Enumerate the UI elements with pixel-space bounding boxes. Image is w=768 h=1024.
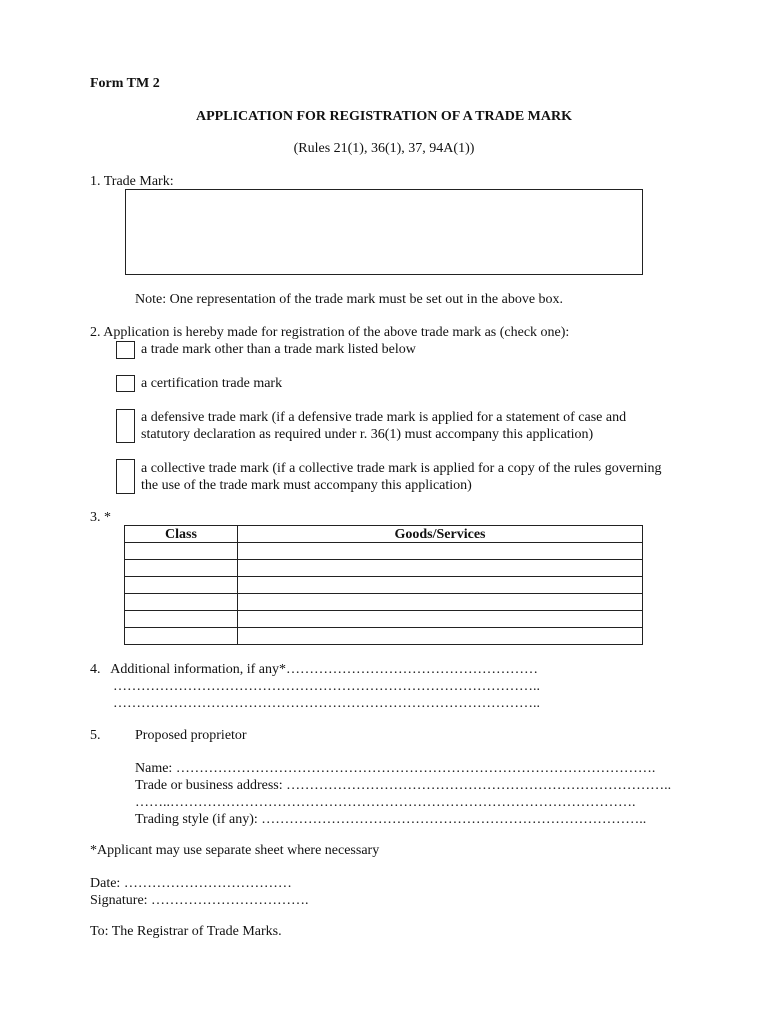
section-5-number: 5. (90, 728, 101, 743)
business-address-line-2[interactable]: ……..………………………………………………………………………………………. (135, 795, 636, 810)
section-5-heading: Proposed proprietor (135, 728, 247, 743)
option-certification-trade-mark: a certification trade mark (141, 376, 283, 391)
table-row (125, 543, 643, 560)
checkbox-certification-trade-mark[interactable] (116, 375, 135, 392)
option-collective-trade-mark-line2: the use of the trade mark must accompany this application) (141, 478, 472, 493)
goods-services-cell[interactable] (238, 611, 643, 628)
goods-services-cell[interactable] (238, 628, 643, 645)
additional-information-line-3[interactable]: ……………………………………………………………………………….. (113, 696, 540, 711)
additional-information-field[interactable]: 4. Additional information, if any*……………………………………………… (90, 662, 538, 677)
business-address-field[interactable]: Trade or business address: ……………………………………………………………………….. (135, 778, 672, 793)
goods-services-cell[interactable] (238, 560, 643, 577)
trade-mark-box[interactable] (125, 189, 643, 275)
checkbox-standard-trade-mark[interactable] (116, 341, 135, 359)
section-1-label: 1. Trade Mark: (90, 174, 174, 189)
class-cell[interactable] (125, 543, 238, 560)
rules-reference: (Rules 21(1), 36(1), 37, 94A(1)) (293, 141, 475, 156)
signature-field[interactable]: Signature: ……………………………. (90, 893, 309, 908)
class-cell[interactable] (125, 577, 238, 594)
trade-mark-note: Note: One representation of the trade mark must be set out in the above box. (135, 292, 564, 307)
class-goods-table (124, 525, 643, 645)
page-title: APPLICATION FOR REGISTRATION OF A TRADE MARK (196, 109, 572, 124)
option-defensive-trade-mark-line2: statutory declaration as required under r. 36(1) must accompany this application) (141, 427, 594, 442)
class-cell[interactable] (125, 560, 238, 577)
checkbox-defensive-trade-mark[interactable] (116, 409, 135, 443)
table-row (125, 560, 643, 577)
goods-services-cell[interactable] (238, 594, 643, 611)
class-cell[interactable] (125, 594, 238, 611)
trading-style-field[interactable]: Trading style (if any): ……………………………………………………………………….. (135, 812, 647, 827)
footnote: *Applicant may use separate sheet where necessary (90, 843, 380, 858)
goods-services-cell[interactable] (238, 543, 643, 560)
goods-services-cell[interactable] (238, 577, 643, 594)
table-row (125, 611, 643, 628)
column-header-goods-services: Goods/Services (238, 526, 643, 543)
additional-information-line-2[interactable]: ……………………………………………………………………………….. (113, 679, 540, 694)
table-row (125, 594, 643, 611)
date-field[interactable]: Date: ……………………………… (90, 876, 292, 891)
section-3-label: 3. * (90, 510, 111, 525)
checkbox-collective-trade-mark[interactable] (116, 459, 135, 494)
class-cell[interactable] (125, 628, 238, 645)
table-header-row (125, 526, 643, 543)
column-header-class: Class (125, 526, 238, 543)
table-row (125, 628, 643, 645)
option-collective-trade-mark: a collective trade mark (if a collective trade mark is applied for a copy of the rules governing (141, 461, 662, 476)
class-cell[interactable] (125, 611, 238, 628)
form-id: Form TM 2 (90, 76, 160, 91)
option-defensive-trade-mark: a defensive trade mark (if a defensive trade mark is applied for a statement of case and (141, 410, 627, 425)
addressee: To: The Registrar of Trade Marks. (90, 924, 282, 939)
section-2-label: 2. Application is hereby made for registration of the above trade mark as (check one): (90, 325, 570, 340)
option-standard-trade-mark: a trade mark other than a trade mark listed below (141, 342, 416, 357)
table-row (125, 577, 643, 594)
proprietor-name-field[interactable]: Name: …………………………………………………………………………………………. (135, 761, 656, 776)
